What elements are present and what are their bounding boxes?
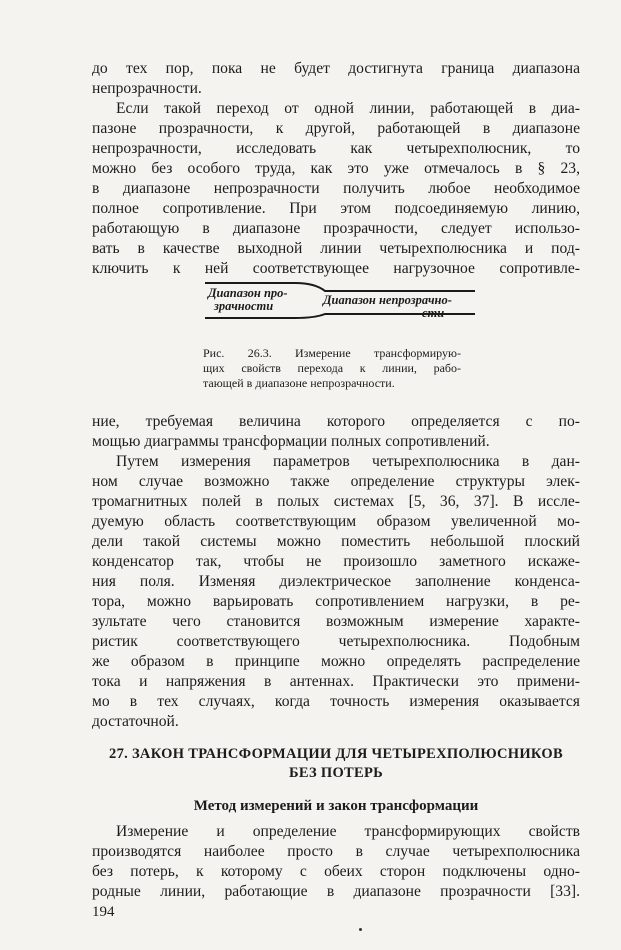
text-line: до тех пор, пока не будет достигнута граница диапазона	[92, 60, 580, 77]
text-line: дуемую область соответствующим образом увеличенной мо-	[92, 513, 580, 530]
text-line: ние, требуемая величина которого определяется с по-	[92, 413, 580, 430]
text-line: же образом в принципе можно определять распределение	[92, 653, 580, 670]
text-line: ния поля. Изменяя диэлектрическое заполнение конденса-	[92, 573, 580, 590]
text-line: зультате чего становится возможным измерение характе-	[92, 613, 580, 630]
text-line: вать в качестве выходной линии четырехполюсника и под-	[92, 240, 580, 257]
text-line: тора, можно варьировать сопротивлением нагрузки, в ре-	[92, 593, 580, 610]
text-line: в диапазоне непрозрачности получить любое необходимое	[92, 180, 580, 197]
text-line: тромагнитных полей в полых системах [5, 36, 37]. В иссле-	[92, 493, 580, 510]
text-line: Измерение и определение трансформирующих свойств	[116, 823, 580, 840]
text-line: мо в тех случаях, когда точность измерения оказывается	[92, 693, 580, 710]
figure-label-opacity: Диапазон непрозрачно-	[323, 293, 452, 307]
text-line: пазоне прозрачности, к другой, работающей в диапазоне	[92, 120, 580, 137]
text-line: достаточной.	[92, 713, 179, 730]
text-line: работающую в диапазоне прозрачности, следует использо-	[92, 220, 580, 237]
text-line: ристик соответствующего четырехполюсника. Подобным	[92, 633, 580, 650]
section-heading: 27. ЗАКОН ТРАНСФОРМАЦИИ ДЛЯ ЧЕТЫРЕХПОЛЮСНИКОВ	[109, 746, 563, 762]
subsection-heading: Метод измерений и закон трансформации	[193, 798, 479, 814]
text-line: дели такой системы можно поместить небольшой плоский	[92, 533, 580, 550]
section-heading-cont: БЕЗ ПОТЕРЬ	[288, 765, 384, 781]
figure-label-transparency-cont: зрачности	[214, 299, 274, 313]
figure-caption: тающей в диапазоне непрозрачности.	[203, 376, 395, 390]
page-number: 194	[92, 904, 115, 920]
text-line: тока и напряжения в антеннах. Практически это примени-	[92, 673, 580, 690]
text-line: непрозрачности.	[92, 80, 202, 97]
text-line: Путем измерения параметров четырехполюсника в дан-	[116, 453, 580, 470]
text-line: полное сопротивление. При этом подсоединяемую линию,	[92, 200, 580, 217]
figure-label-opacity-cont: сти	[422, 306, 445, 320]
figure-label-transparency: Диапазон про-	[208, 286, 288, 300]
text-line: без потерь, к которому с обеих сторон подключены одно-	[92, 863, 580, 880]
text-line: мощью диаграммы трансформации полных сопротивлений.	[92, 433, 490, 450]
text-line: Если такой переход от одной линии, работающей в диа-	[116, 100, 580, 117]
text-line: родные линии, работающие в диапазоне прозрачности [33].	[92, 883, 580, 900]
text-line: конденсатор так, чтобы не произошло заметного искаже-	[92, 553, 580, 570]
figure-transition-diagram	[200, 278, 480, 340]
text-line: производятся наиболее просто в случае четырехполюсника	[92, 843, 580, 860]
text-line: непрозрачности, исследовать как четырехполюсник, то	[92, 140, 580, 157]
print-speck	[359, 928, 362, 931]
figure-caption: щих свойств перехода к линии, рабо-	[203, 361, 461, 375]
text-line: ключить к ней соответствующее нагрузочное сопротивле-	[92, 260, 580, 277]
figure-caption: Рис. 26.3. Измерение трансформирую-	[203, 346, 461, 360]
text-line: можно без особого труда, как это уже отмечалось в § 23,	[92, 160, 580, 177]
text-line: ном случае возможно также определение структуры элек-	[92, 473, 580, 490]
